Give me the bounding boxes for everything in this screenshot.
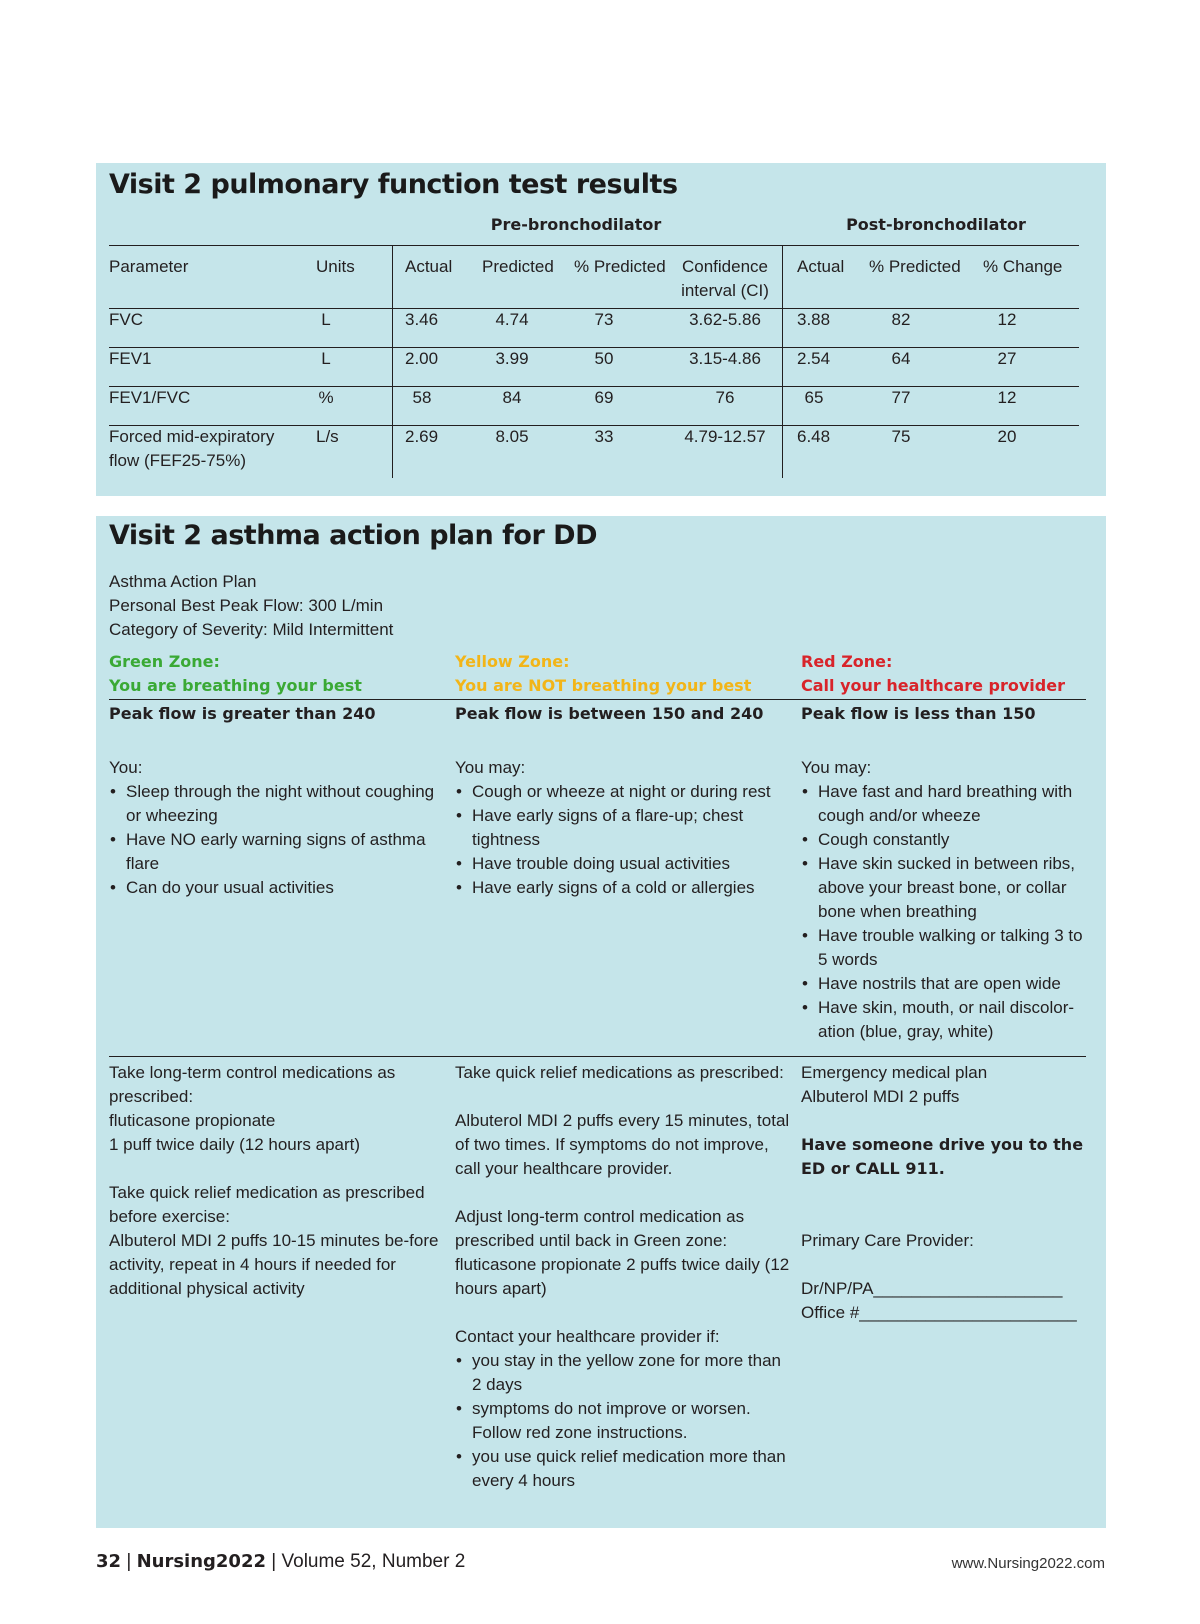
- cell-pct-predicted: 69: [594, 388, 614, 407]
- cell-ci: 4.79-12.57: [684, 427, 766, 446]
- yellow-zone-header: Yellow Zone: You are NOT breathing your best: [455, 652, 752, 695]
- emergency-instruction: Have someone drive you to the ED or CALL 911.: [801, 1135, 1084, 1178]
- action-plan-box: [96, 516, 1106, 1528]
- green-peak-flow: Peak flow is greater than 240: [109, 704, 376, 723]
- cell-predicted: 4.74: [495, 310, 529, 329]
- list-item: • Have early signs of a flare-up; chest tightness: [455, 804, 790, 852]
- cell-ci: 3.15-4.86: [689, 349, 761, 368]
- cell-predicted: 84: [502, 388, 522, 407]
- cell-pct-change: 12: [997, 388, 1017, 407]
- cell-pct-change: 20: [997, 427, 1017, 446]
- cell-predicted: 8.05: [495, 427, 529, 446]
- cell-post-pct-predicted: 77: [891, 388, 911, 407]
- table-divider-post: [782, 245, 783, 478]
- yellow-actions: Take quick relief medications as prescribed: Albuterol MDI 2 puffs every 15 minutes, total of two times. If symptoms do not improve, call your healthcare provider. Adjust long-term control medication as prescribed until back in Green zone: fluticasone propionate 2 puffs twice daily (12 hours apart) Contact your healthcare provider if: • you stay in the yellow zone for more than 2 days • symptoms do not improve or worsen. Follow red zone instructions. • you use quick relief medication more than every 4 hours: [455, 1061, 790, 1493]
- list-item: • Have skin, mouth, or nail discolor-ation (blue, gray, white): [801, 996, 1091, 1044]
- list-item: • you stay in the yellow zone for more than 2 days: [455, 1349, 790, 1397]
- col-header-units: Units: [316, 257, 355, 276]
- list-item: • Have nostrils that are open wide: [801, 972, 1091, 996]
- list-item: • Cough or wheeze at night or during rest: [455, 780, 790, 804]
- cell-param: Forced mid-expiratory flow (FEF25-75%): [109, 427, 275, 470]
- col-header-post-actual: Actual: [797, 257, 845, 276]
- actions-rule: [109, 1056, 1086, 1057]
- cell-pct-change: 27: [997, 349, 1017, 368]
- red-peak-flow: Peak flow is less than 150: [801, 704, 1036, 723]
- green-actions: Take long-term control medications as prescribed: fluticasone propionate 1 puff twice daily (12 hours apart) Take quick relief medication as prescribed before exercise: Albuterol MDI 2 puffs 10-15 minutes be-fore activity, repeat in 4 hours if needed for additional physical activity: [109, 1063, 439, 1298]
- green-zone-header: Green Zone: You are breathing your best: [109, 652, 362, 695]
- cell-actual: 3.46: [405, 310, 439, 329]
- list-item: • Have early signs of a cold or allergies: [455, 876, 790, 900]
- plan-intro-line: Asthma Action Plan: [109, 572, 257, 591]
- list-item: • Have skin sucked in between ribs, above your breast bone, or collar bone when breathing: [801, 852, 1091, 924]
- cell-param: FVC: [109, 310, 143, 329]
- red-actions: Emergency medical plan Albuterol MDI 2 puffs Have someone drive you to the ED or CALL 911. Primary Care Provider: Dr/NP/PA____________________ Office #_______________________: [801, 1061, 1091, 1325]
- list-item: • you use quick relief medication more than every 4 hours: [455, 1445, 790, 1493]
- cell-post-pct-predicted: 64: [891, 349, 911, 368]
- table-top-rule: [109, 245, 1079, 246]
- cell-post-pct-predicted: 82: [891, 310, 911, 329]
- yellow-symptoms-lead: You may:: [455, 758, 526, 777]
- list-item: • Have fast and hard breathing with cough and/or wheeze: [801, 780, 1091, 828]
- plan-title: Visit 2 asthma action plan for DD: [109, 520, 597, 551]
- pft-title: Visit 2 pulmonary function test results: [109, 169, 678, 200]
- cell-post-actual: 2.54: [797, 349, 831, 368]
- cell-pct-change: 12: [997, 310, 1017, 329]
- cell-param: FEV1: [109, 349, 152, 368]
- footer-separator: |: [271, 1551, 282, 1572]
- cell-units: L: [321, 349, 331, 368]
- cell-post-actual: 3.88: [797, 310, 831, 329]
- plan-intro-line: Personal Best Peak Flow: 300 L/min: [109, 596, 384, 615]
- provider-field: Dr/NP/PA____________________: [801, 1279, 1063, 1298]
- website-link[interactable]: www.Nursing2022.com: [951, 1555, 1105, 1572]
- list-item: • Cough constantly: [801, 828, 1091, 852]
- green-symptoms: [109, 756, 439, 900]
- red-zone-header: Red Zone: Call your healthcare provider: [801, 652, 1065, 695]
- yellow-peak-flow: Peak flow is between 150 and 240: [455, 704, 764, 723]
- col-header-actual: Actual: [405, 257, 453, 276]
- list-item: • Can do your usual activities: [109, 876, 439, 900]
- cell-actual: 2.69: [405, 427, 439, 446]
- list-item: • Have trouble doing usual activities: [455, 852, 790, 876]
- cell-pct-predicted: 33: [594, 427, 614, 446]
- list-item: • Sleep through the night without coughing or wheezing: [109, 780, 439, 828]
- cell-ci: 76: [715, 388, 735, 407]
- red-symptoms: [801, 756, 1091, 1044]
- col-header-predicted: Predicted: [482, 257, 554, 276]
- cell-predicted: 3.99: [495, 349, 529, 368]
- magazine-name: Nursing2022: [136, 1551, 266, 1572]
- col-header-pct-predicted: % Predicted: [574, 257, 666, 276]
- cell-actual: 2.00: [405, 349, 439, 368]
- cell-units: L/s: [316, 427, 339, 446]
- plan-intro: [109, 570, 393, 642]
- yellow-symptoms: [455, 756, 790, 900]
- list-item: • symptoms do not improve or worsen. Follow red zone instructions.: [455, 1397, 790, 1445]
- cell-units: L: [321, 310, 331, 329]
- plan-intro-line: Category of Severity: Mild Intermittent: [109, 620, 394, 639]
- cell-ci: 3.62-5.86: [689, 310, 761, 329]
- volume-info: Volume 52, Number 2: [281, 1551, 466, 1572]
- table-divider-pre: [392, 245, 393, 478]
- page-number: 32: [96, 1551, 122, 1572]
- cell-post-actual: 65: [804, 388, 824, 407]
- cell-post-pct-predicted: 75: [891, 427, 911, 446]
- cell-pct-predicted: 50: [594, 349, 614, 368]
- red-symptoms-lead: You may:: [801, 758, 872, 777]
- col-header-ci: Confidence interval (CI): [681, 257, 769, 300]
- col-header-pct-change: % Change: [983, 257, 1063, 276]
- cell-units: %: [318, 388, 334, 407]
- col-header-post-pct-predicted: % Predicted: [869, 257, 961, 276]
- green-symptoms-lead: You:: [109, 758, 143, 777]
- list-item: • Have trouble walking or talking 3 to 5 words: [801, 924, 1091, 972]
- page-footer: [96, 1551, 465, 1573]
- cell-param: FEV1/FVC: [109, 388, 191, 407]
- list-item: • Have NO early warning signs of asthma flare: [109, 828, 439, 876]
- zone-header-rule: [109, 699, 1086, 700]
- cell-actual: 58: [412, 388, 432, 407]
- footer-separator: |: [126, 1551, 137, 1572]
- pft-results-box: [96, 163, 1106, 496]
- col-header-parameter: Parameter: [109, 257, 189, 276]
- post-bronchodilator-header: Post-bronchodilator: [846, 215, 1026, 234]
- office-field: Office #_______________________: [801, 1303, 1077, 1322]
- pre-bronchodilator-header: Pre-bronchodilator: [490, 215, 662, 234]
- cell-pct-predicted: 73: [594, 310, 614, 329]
- cell-post-actual: 6.48: [797, 427, 831, 446]
